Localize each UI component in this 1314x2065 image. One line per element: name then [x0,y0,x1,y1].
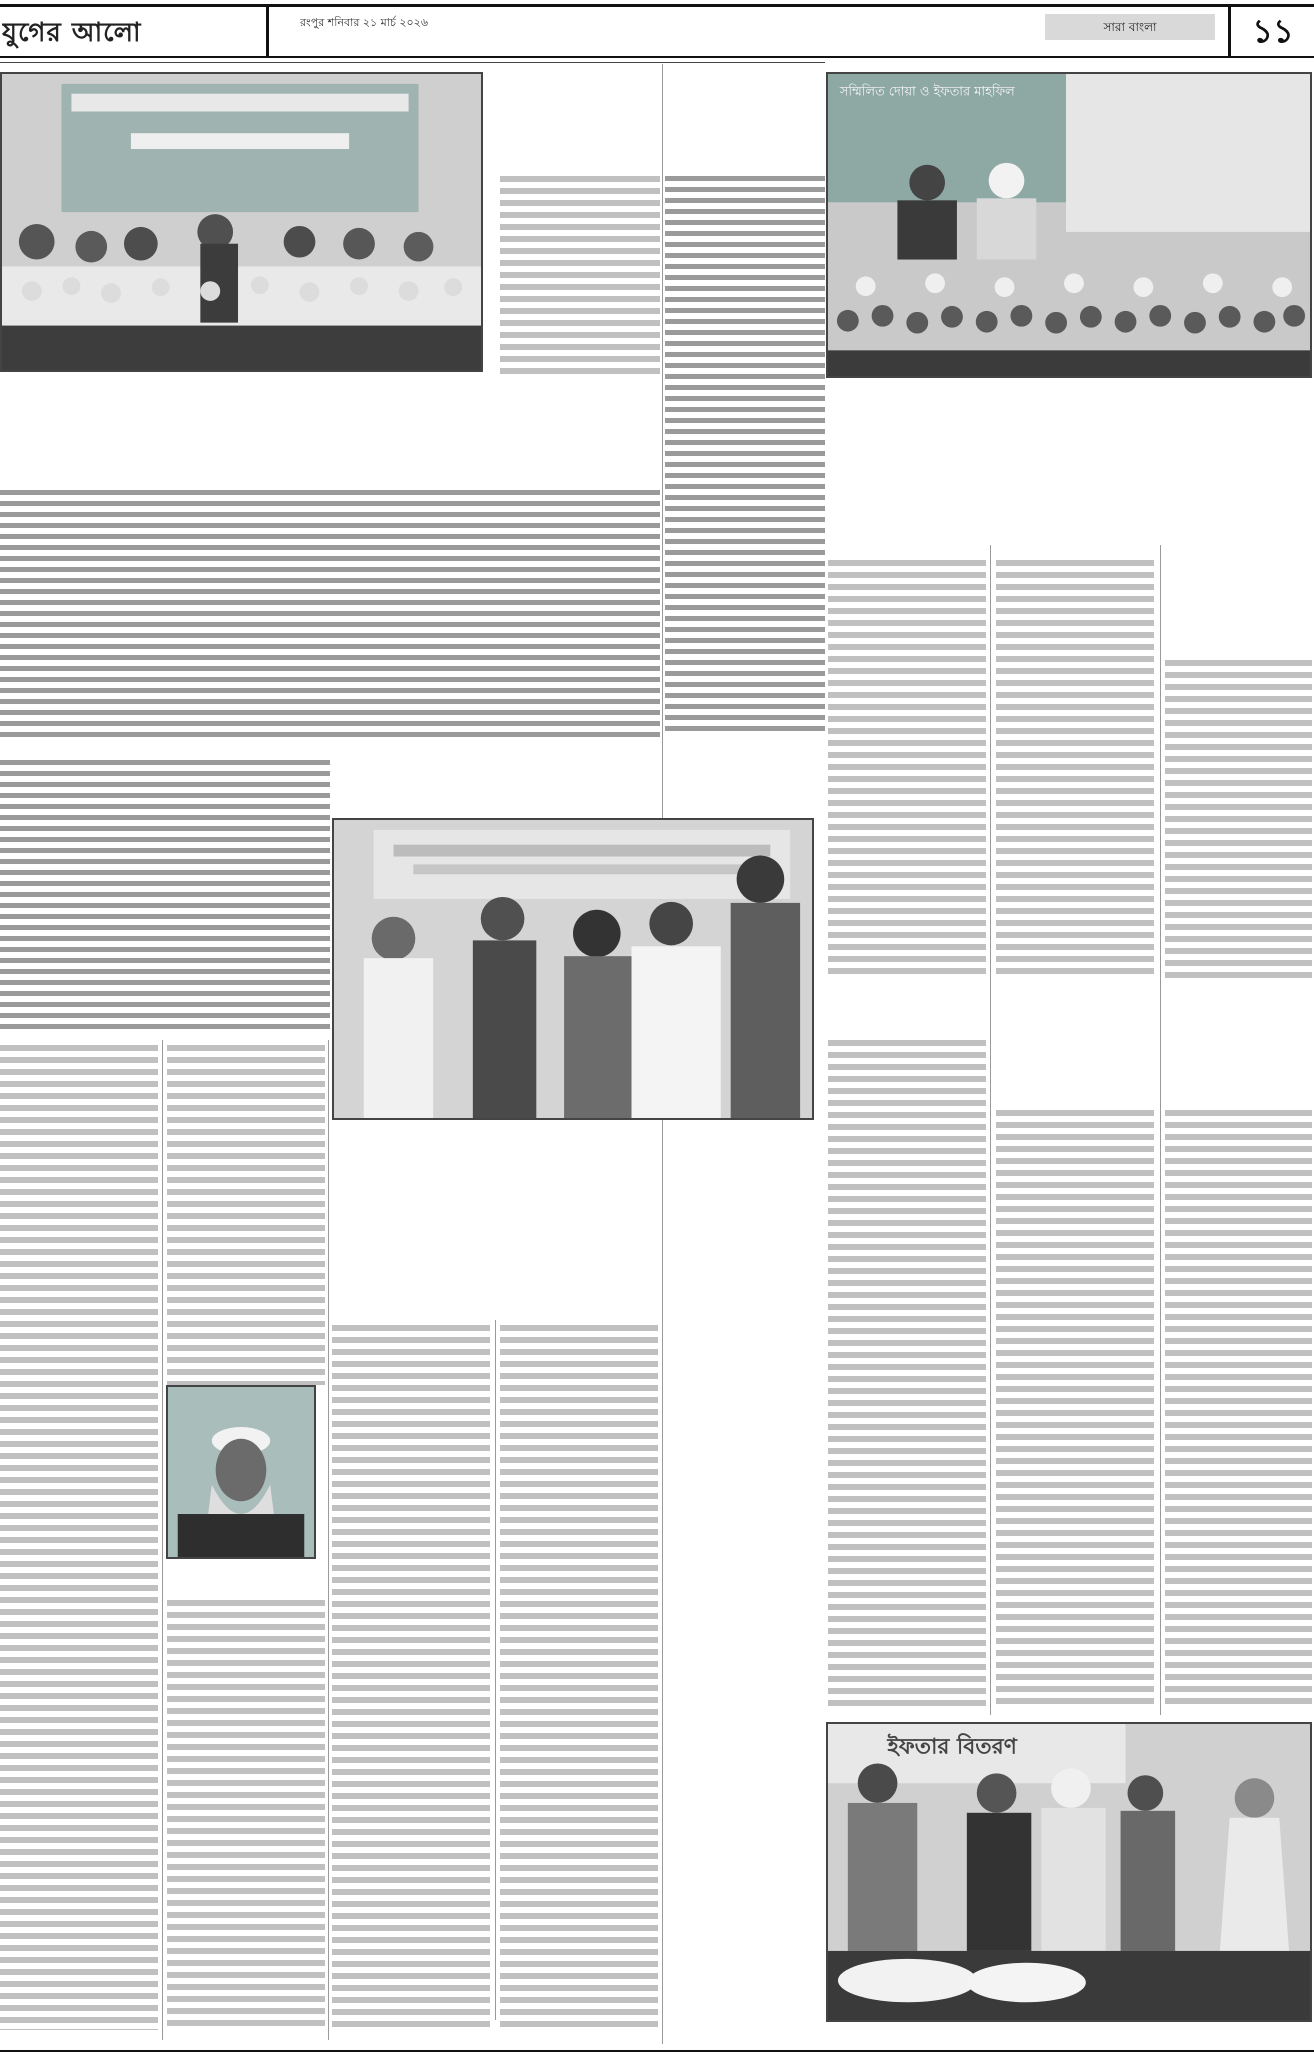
headline-right-mid [996,990,1312,1100]
banner-text: সম্মিলিত দোয়া ও ইফতার মাহফিল [839,84,1015,100]
headline-right-top [826,400,1312,545]
masthead-divider [266,6,269,56]
masthead-top-rule [0,4,1314,7]
masthead-bottom-rule [0,56,1314,58]
article-body [500,1325,658,2030]
photo-portrait [166,1385,316,1559]
photo-iftar-stage [0,72,483,372]
photo-caption [0,375,660,391]
column-rule [1160,545,1161,1715]
page-number: ১১ [1252,12,1294,50]
headline-obituary-left [0,1595,160,1629]
column-rule [162,1040,163,2040]
photo-gift-handover [332,818,814,1120]
article-body [828,1040,986,1710]
article-body [0,490,660,740]
headline-top-center [488,78,818,170]
photo-mahfil-crowd [826,72,1312,378]
headline-right-sub [828,985,988,1019]
article-body [332,1325,490,2030]
photo-distribution [826,1722,1312,2022]
article-body [828,560,986,980]
article-body [500,176,660,376]
column-rule [328,1040,329,2040]
article-body [996,1110,1154,1710]
newspaper-name: যুগের আলো [2,18,142,48]
article-body [996,560,1154,980]
masthead-thin-rule [0,62,825,63]
column-rule [990,545,991,1715]
article-body [1165,660,1312,980]
article-body [665,176,825,736]
article-body [1165,1110,1312,1710]
page-number-divider [1228,6,1231,56]
column-rule [495,1320,496,2020]
section-label: সারা বাংলা [1045,14,1215,40]
article-body [167,1600,325,2030]
article-body [0,760,330,1030]
article-body [0,1045,158,2030]
footer-rule [0,2050,1314,2052]
dateline: রংপুর শনিবার ২১ মার্চ ২০২৬ [300,16,429,29]
headline-center-story [335,1148,815,1298]
dateline-secondary [300,40,660,56]
article-body [167,1045,325,1385]
headline-left [0,395,320,485]
banner-text: ইফতার বিতরণ [887,1734,1017,1760]
